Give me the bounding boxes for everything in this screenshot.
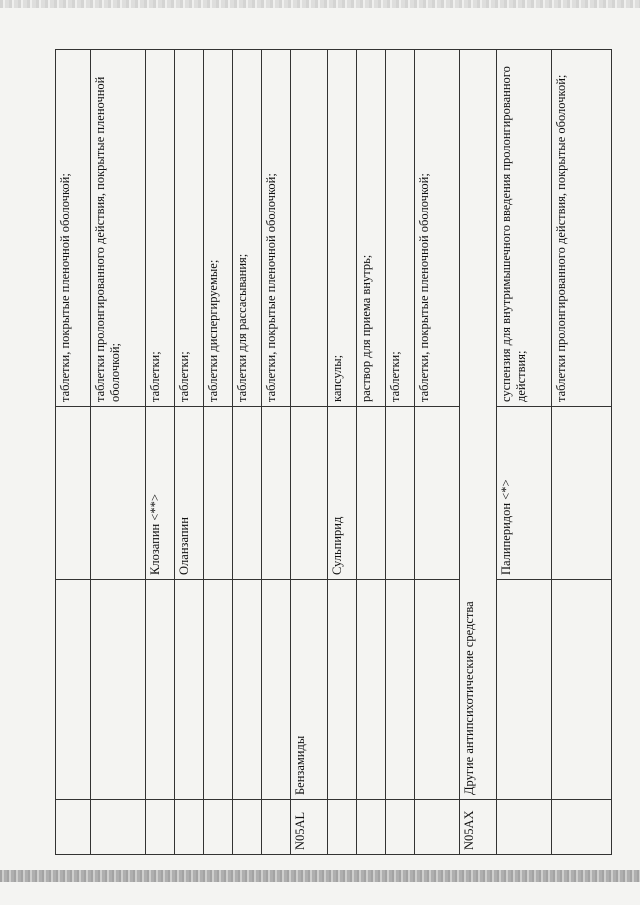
drug-cell: Палиперидон <*> — [497, 407, 552, 580]
form-cell: таблетки, покрытые пленочной оболочкой; — [56, 50, 91, 407]
group-cell: Другие антипсихотические средства — [460, 50, 497, 800]
form-cell: таблетки, покрытые пленочной оболочкой; — [262, 50, 291, 407]
code-cell — [386, 800, 415, 855]
code-cell — [204, 800, 233, 855]
form-cell: таблетки пролонгированного действия, покрытые пленочной оболочкой; — [91, 50, 146, 407]
group-cell — [175, 580, 204, 800]
table-row — [204, 50, 233, 855]
form-cell: капсулы; — [328, 50, 357, 407]
form-cell: раствор для приема внутрь; — [357, 50, 386, 407]
form-cell: таблетки диспергируемые; — [204, 50, 233, 407]
code-cell — [146, 800, 175, 855]
group-cell: Бензамиды — [291, 580, 328, 800]
table-row — [357, 50, 386, 855]
drug-cell — [552, 407, 612, 580]
group-cell — [91, 580, 146, 800]
table-row — [460, 50, 497, 855]
code-cell — [262, 800, 291, 855]
drug-cell — [91, 407, 146, 580]
form-cell: таблетки; — [175, 50, 204, 407]
form-cell — [291, 50, 328, 407]
table-row — [175, 50, 204, 855]
table-row — [146, 50, 175, 855]
code-cell — [56, 800, 91, 855]
drug-cell — [357, 407, 386, 580]
drug-cell: Оланзапин — [175, 407, 204, 580]
group-cell — [262, 580, 291, 800]
drug-cell — [386, 407, 415, 580]
form-cell: таблетки; — [146, 50, 175, 407]
table-row — [497, 50, 552, 855]
scan-edge-bottom — [0, 870, 640, 882]
group-cell — [386, 580, 415, 800]
code-cell: N05AL — [291, 800, 328, 855]
rotated-document — [55, 50, 568, 855]
drug-cell: Клозапин <**> — [146, 407, 175, 580]
code-cell — [91, 800, 146, 855]
scan-edge-top — [0, 0, 640, 8]
code-cell — [357, 800, 386, 855]
drug-cell — [56, 407, 91, 580]
table-row — [386, 50, 415, 855]
group-cell — [357, 580, 386, 800]
code-cell — [497, 800, 552, 855]
table-row — [262, 50, 291, 855]
group-cell — [415, 580, 460, 800]
table-row — [415, 50, 460, 855]
code-cell: N05AX — [460, 800, 497, 855]
drug-cell — [262, 407, 291, 580]
form-cell: таблетки; — [386, 50, 415, 407]
group-cell — [204, 580, 233, 800]
code-cell — [552, 800, 612, 855]
code-cell — [233, 800, 262, 855]
drug-cell — [415, 407, 460, 580]
group-cell — [497, 580, 552, 800]
drug-cell — [233, 407, 262, 580]
group-cell — [146, 580, 175, 800]
group-cell — [328, 580, 357, 800]
group-cell — [56, 580, 91, 800]
code-cell — [328, 800, 357, 855]
form-cell: таблетки для рассасывания; — [233, 50, 262, 407]
table-row — [291, 50, 328, 855]
drug-cell: Сульпирид — [328, 407, 357, 580]
group-cell — [552, 580, 612, 800]
code-cell — [175, 800, 204, 855]
code-cell — [415, 800, 460, 855]
drug-table — [55, 49, 612, 855]
group-cell — [233, 580, 262, 800]
form-cell: таблетки, покрытые пленочной оболочкой; — [415, 50, 460, 407]
table-row — [328, 50, 357, 855]
form-cell: таблетки пролонгированного действия, покрытые оболочкой; — [552, 50, 612, 407]
table-row — [91, 50, 146, 855]
drug-cell — [291, 407, 328, 580]
table-row — [233, 50, 262, 855]
form-cell: суспензия для внутримышечного введения пролонгированного действия; — [497, 50, 552, 407]
table-row — [552, 50, 612, 855]
drug-cell — [204, 407, 233, 580]
table-row — [56, 50, 91, 855]
